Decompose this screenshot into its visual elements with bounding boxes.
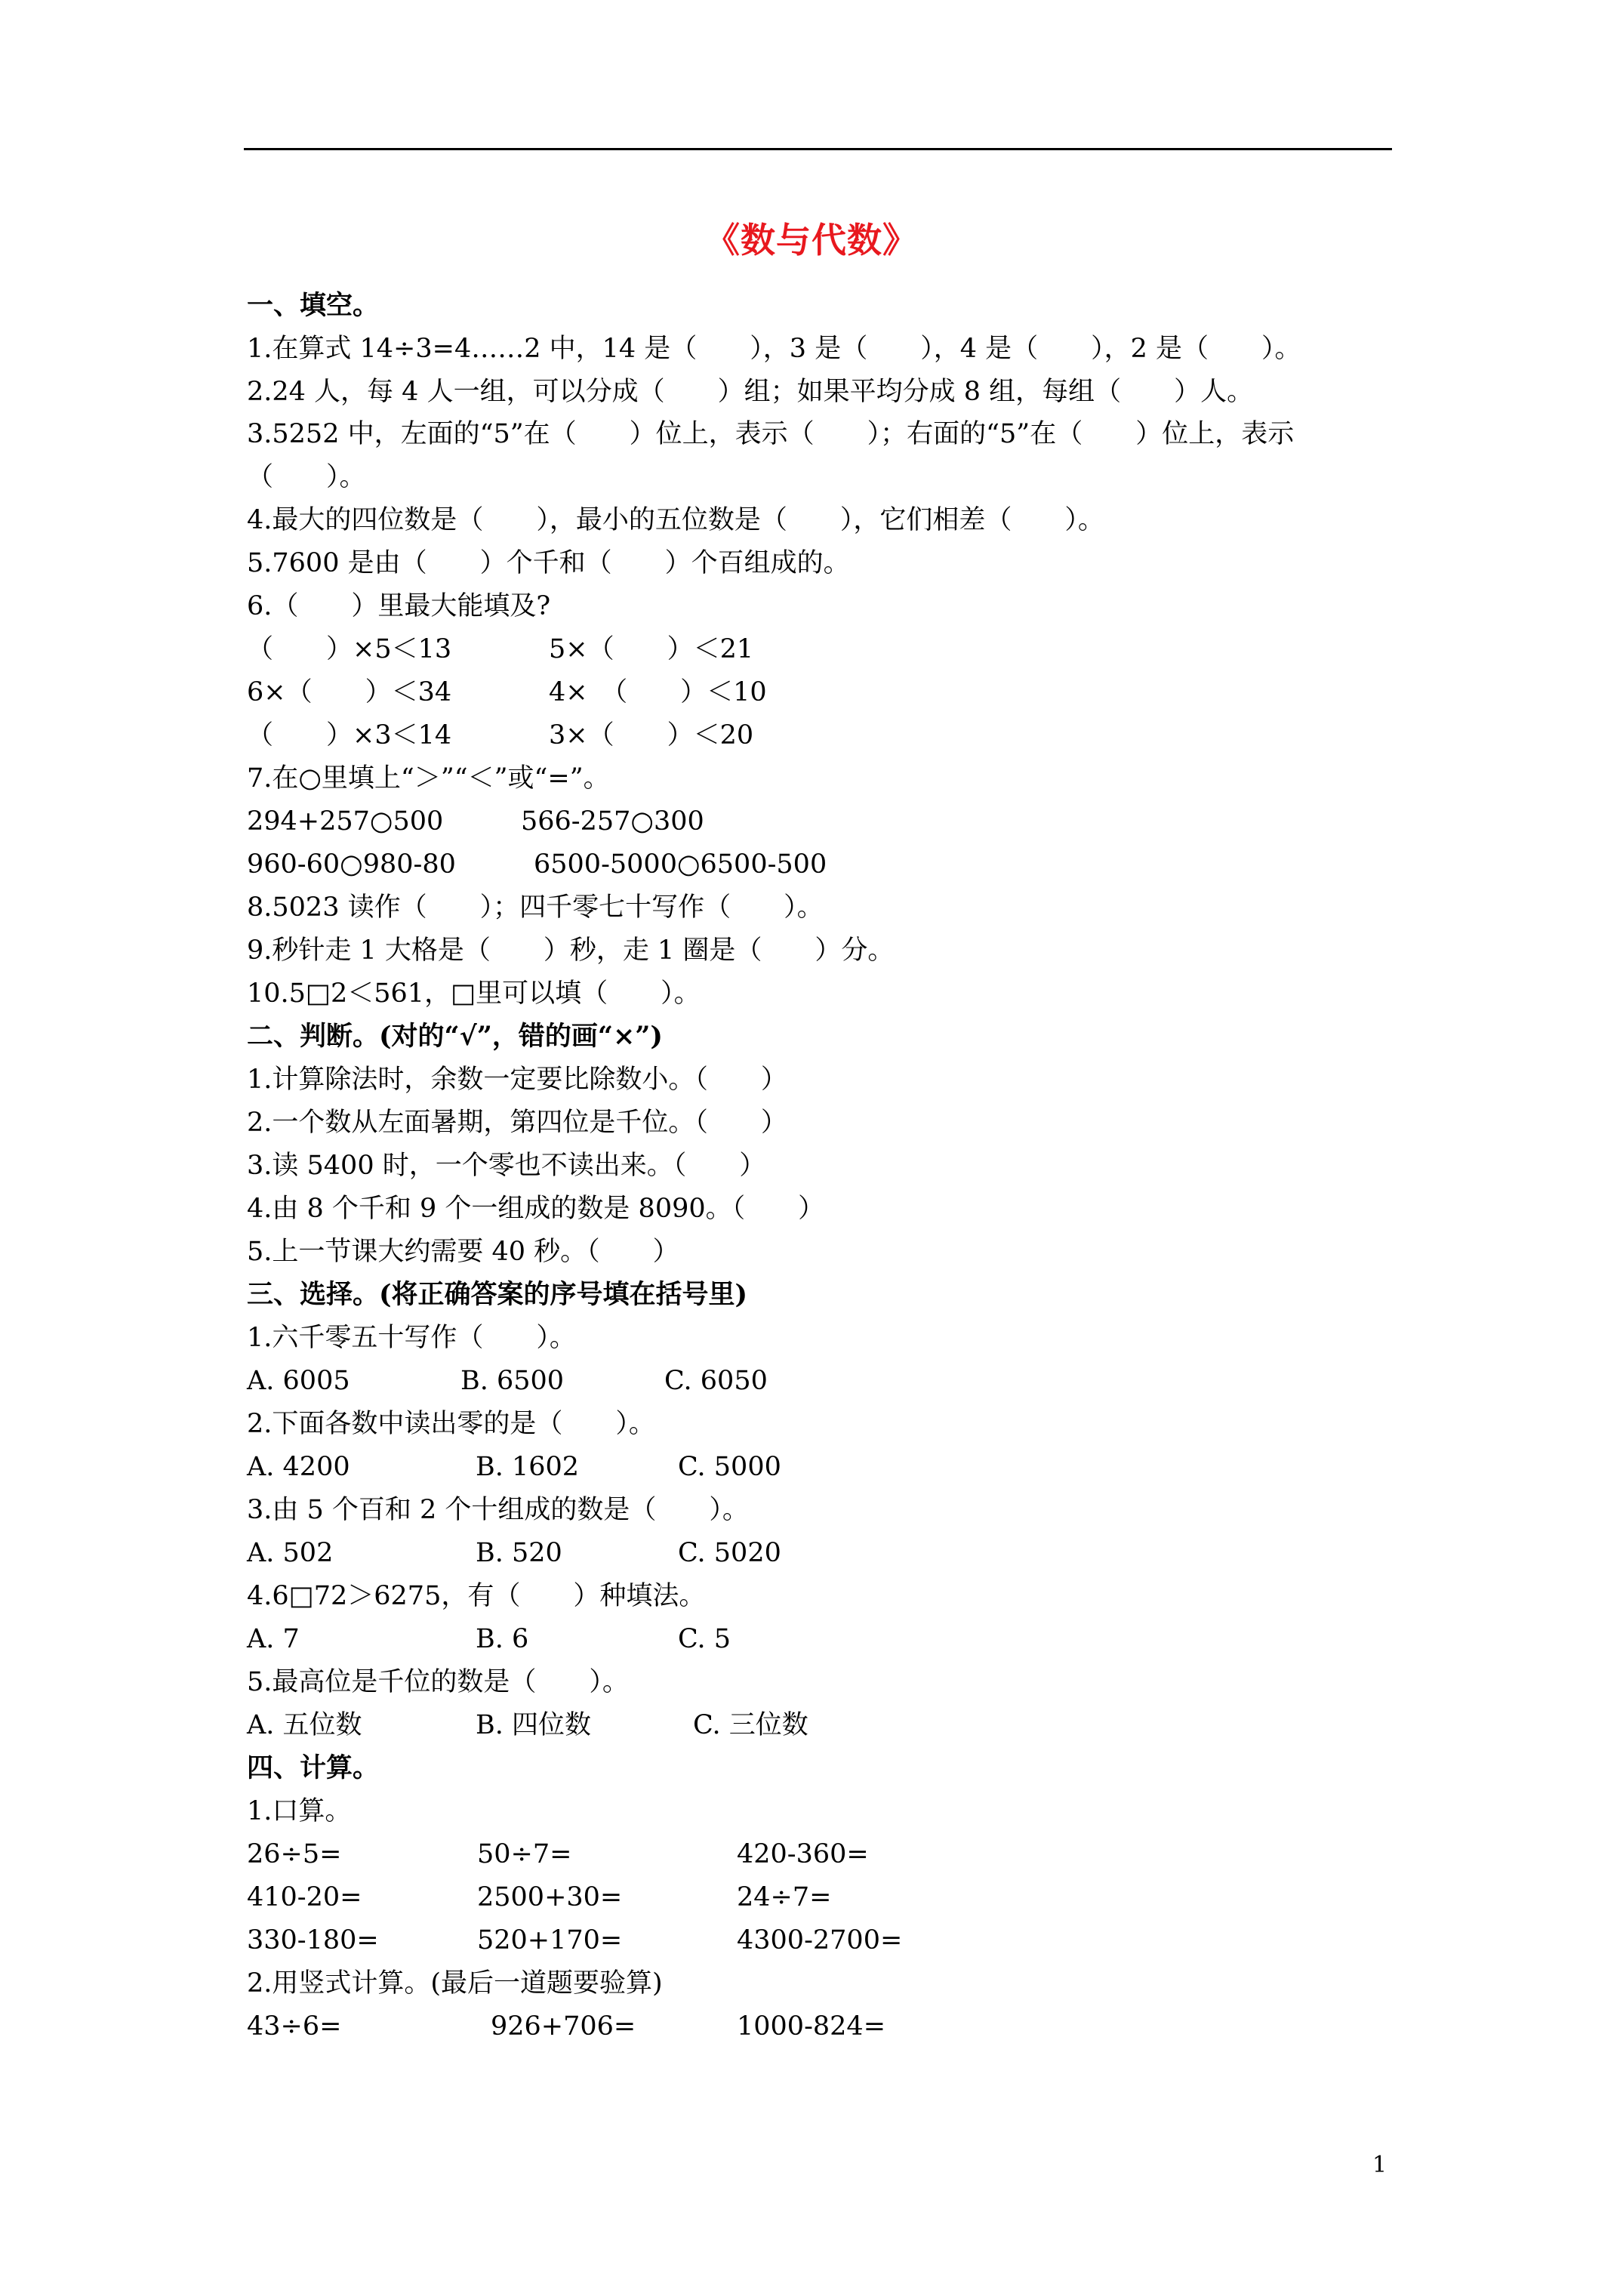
calc-r1-c: 420-360= bbox=[737, 1839, 869, 1869]
question-1-9: 9.秒针走 1 大格是（ ）秒，走 1 圈是（ ）分。 bbox=[247, 935, 895, 966]
q3-2-option-c: C. 5000 bbox=[678, 1452, 781, 1482]
question-2-1: 1.计算除法时，余数一定要比除数小。（ ） bbox=[247, 1065, 787, 1095]
q6-expr-1b: 5×（ ）＜21 bbox=[549, 634, 754, 664]
q6-expr-2b: 4× （ ）＜10 bbox=[549, 677, 767, 707]
question-3-1: 1.六千零五十写作（ ）。 bbox=[247, 1323, 576, 1353]
section-1-heading: 一、填空。 bbox=[247, 290, 380, 321]
question-1-6: 6.（ ）里最大能填及? bbox=[247, 591, 551, 621]
page-number: 1 bbox=[1372, 2152, 1387, 2178]
q3-3-option-b: B. 520 bbox=[476, 1538, 562, 1568]
question-2-5: 5.上一节课大约需要 40 秒。（ ） bbox=[247, 1237, 679, 1267]
q7-expr-1a: 294+257○500 bbox=[247, 806, 444, 837]
question-3-5: 5.最高位是千位的数是（ ）。 bbox=[247, 1667, 629, 1697]
question-1-4: 4.最大的四位数是（ ），最小的五位数是（ ），它们相差（ ）。 bbox=[247, 505, 1104, 535]
q6-expr-3b: 3×（ ）＜20 bbox=[549, 720, 754, 750]
q3-1-option-a: A. 6005 bbox=[247, 1366, 350, 1396]
q3-2-option-b: B. 1602 bbox=[476, 1452, 580, 1482]
calc-r2-c: 24÷7= bbox=[737, 1882, 832, 1912]
question-1-3-line1: 3.5252 中，左面的“5”在（ ）位上，表示（ ）；右面的“5”在（ ）位上，表示 bbox=[247, 419, 1295, 449]
question-2-3: 3.读 5400 时，一个零也不读出来。（ ） bbox=[247, 1151, 766, 1181]
calc-r3-a: 330-180= bbox=[247, 1925, 379, 1955]
question-3-2: 2.下面各数中读出零的是（ ）。 bbox=[247, 1409, 655, 1439]
part-4-2: 2.用竖式计算。(最后一道题要验算) bbox=[247, 1968, 663, 1999]
q3-4-option-a: A. 7 bbox=[247, 1624, 300, 1654]
question-1-1: 1.在算式 14÷3=4……2 中，14 是（ ），3 是（ ），4 是（ ），2 是（ ）。 bbox=[247, 334, 1301, 364]
q3-1-option-b: B. 6500 bbox=[460, 1366, 565, 1396]
q3-5-option-c: C. 三位数 bbox=[693, 1710, 808, 1740]
calc-r2-b: 2500+30= bbox=[477, 1882, 623, 1912]
q3-5-option-a: A. 五位数 bbox=[247, 1710, 362, 1740]
q3-4-option-c: C. 5 bbox=[678, 1624, 731, 1654]
part-4-1: 1.口算。 bbox=[247, 1796, 352, 1826]
question-3-3: 3.由 5 个百和 2 个十组成的数是（ ）。 bbox=[247, 1495, 749, 1525]
question-3-4: 4.6□72＞6275，有（ ）种填法。 bbox=[247, 1581, 706, 1611]
calc-r3-c: 4300-2700= bbox=[737, 1925, 903, 1955]
q3-1-option-c: C. 6050 bbox=[664, 1366, 768, 1396]
section-3-heading: 三、选择。(将正确答案的序号填在括号里) bbox=[247, 1279, 748, 1310]
q3-3-option-a: A. 502 bbox=[247, 1538, 334, 1568]
question-1-5: 5.7600 是由（ ）个千和（ ）个百组成的。 bbox=[247, 548, 850, 578]
question-1-8: 8.5023 读作（ ）；四千零七十写作（ ）。 bbox=[247, 892, 824, 923]
q6-expr-1a: （ ）×5＜13 bbox=[247, 634, 452, 664]
q3-4-option-b: B. 6 bbox=[476, 1624, 529, 1654]
question-1-2: 2.24 人，每 4 人一组，可以分成（ ）组；如果平均分成 8 组，每组（ ）人。 bbox=[247, 377, 1254, 407]
question-1-3-line2: （ ）。 bbox=[247, 462, 366, 492]
question-1-7: 7.在○里填上“＞”“＜”或“=”。 bbox=[247, 763, 610, 794]
question-1-10: 10.5□2＜561，□里可以填（ ）。 bbox=[247, 978, 701, 1009]
calc-r4-c: 1000-824= bbox=[737, 2011, 886, 2042]
calc-r1-b: 50÷7= bbox=[477, 1839, 572, 1869]
calc-r4-a: 43÷6= bbox=[247, 2011, 342, 2042]
q6-expr-3a: （ ）×3＜14 bbox=[247, 720, 452, 750]
q7-expr-2a: 960-60○980-80 bbox=[247, 849, 456, 880]
calc-r4-b: 926+706= bbox=[491, 2011, 636, 2042]
header-rule bbox=[244, 148, 1392, 150]
document-title: 《数与代数》 bbox=[705, 220, 918, 260]
section-2-heading: 二、判断。(对的“√”，错的画“×”) bbox=[247, 1021, 663, 1052]
calc-r3-b: 520+170= bbox=[477, 1925, 623, 1955]
q3-3-option-c: C. 5020 bbox=[678, 1538, 781, 1568]
q7-expr-2b: 6500-5000○6500-500 bbox=[534, 849, 827, 880]
q3-2-option-a: A. 4200 bbox=[247, 1452, 350, 1482]
section-4-heading: 四、计算。 bbox=[247, 1752, 380, 1783]
question-2-4: 4.由 8 个千和 9 个一组成的数是 8090。（ ） bbox=[247, 1194, 825, 1224]
q3-5-option-b: B. 四位数 bbox=[476, 1710, 591, 1740]
calc-r2-a: 410-20= bbox=[247, 1882, 362, 1912]
q7-expr-1b: 566-257○300 bbox=[521, 806, 704, 837]
q6-expr-2a: 6×（ ）＜34 bbox=[247, 677, 452, 707]
calc-r1-a: 26÷5= bbox=[247, 1839, 342, 1869]
question-2-2: 2.一个数从左面暑期，第四位是千位。（ ） bbox=[247, 1108, 787, 1138]
